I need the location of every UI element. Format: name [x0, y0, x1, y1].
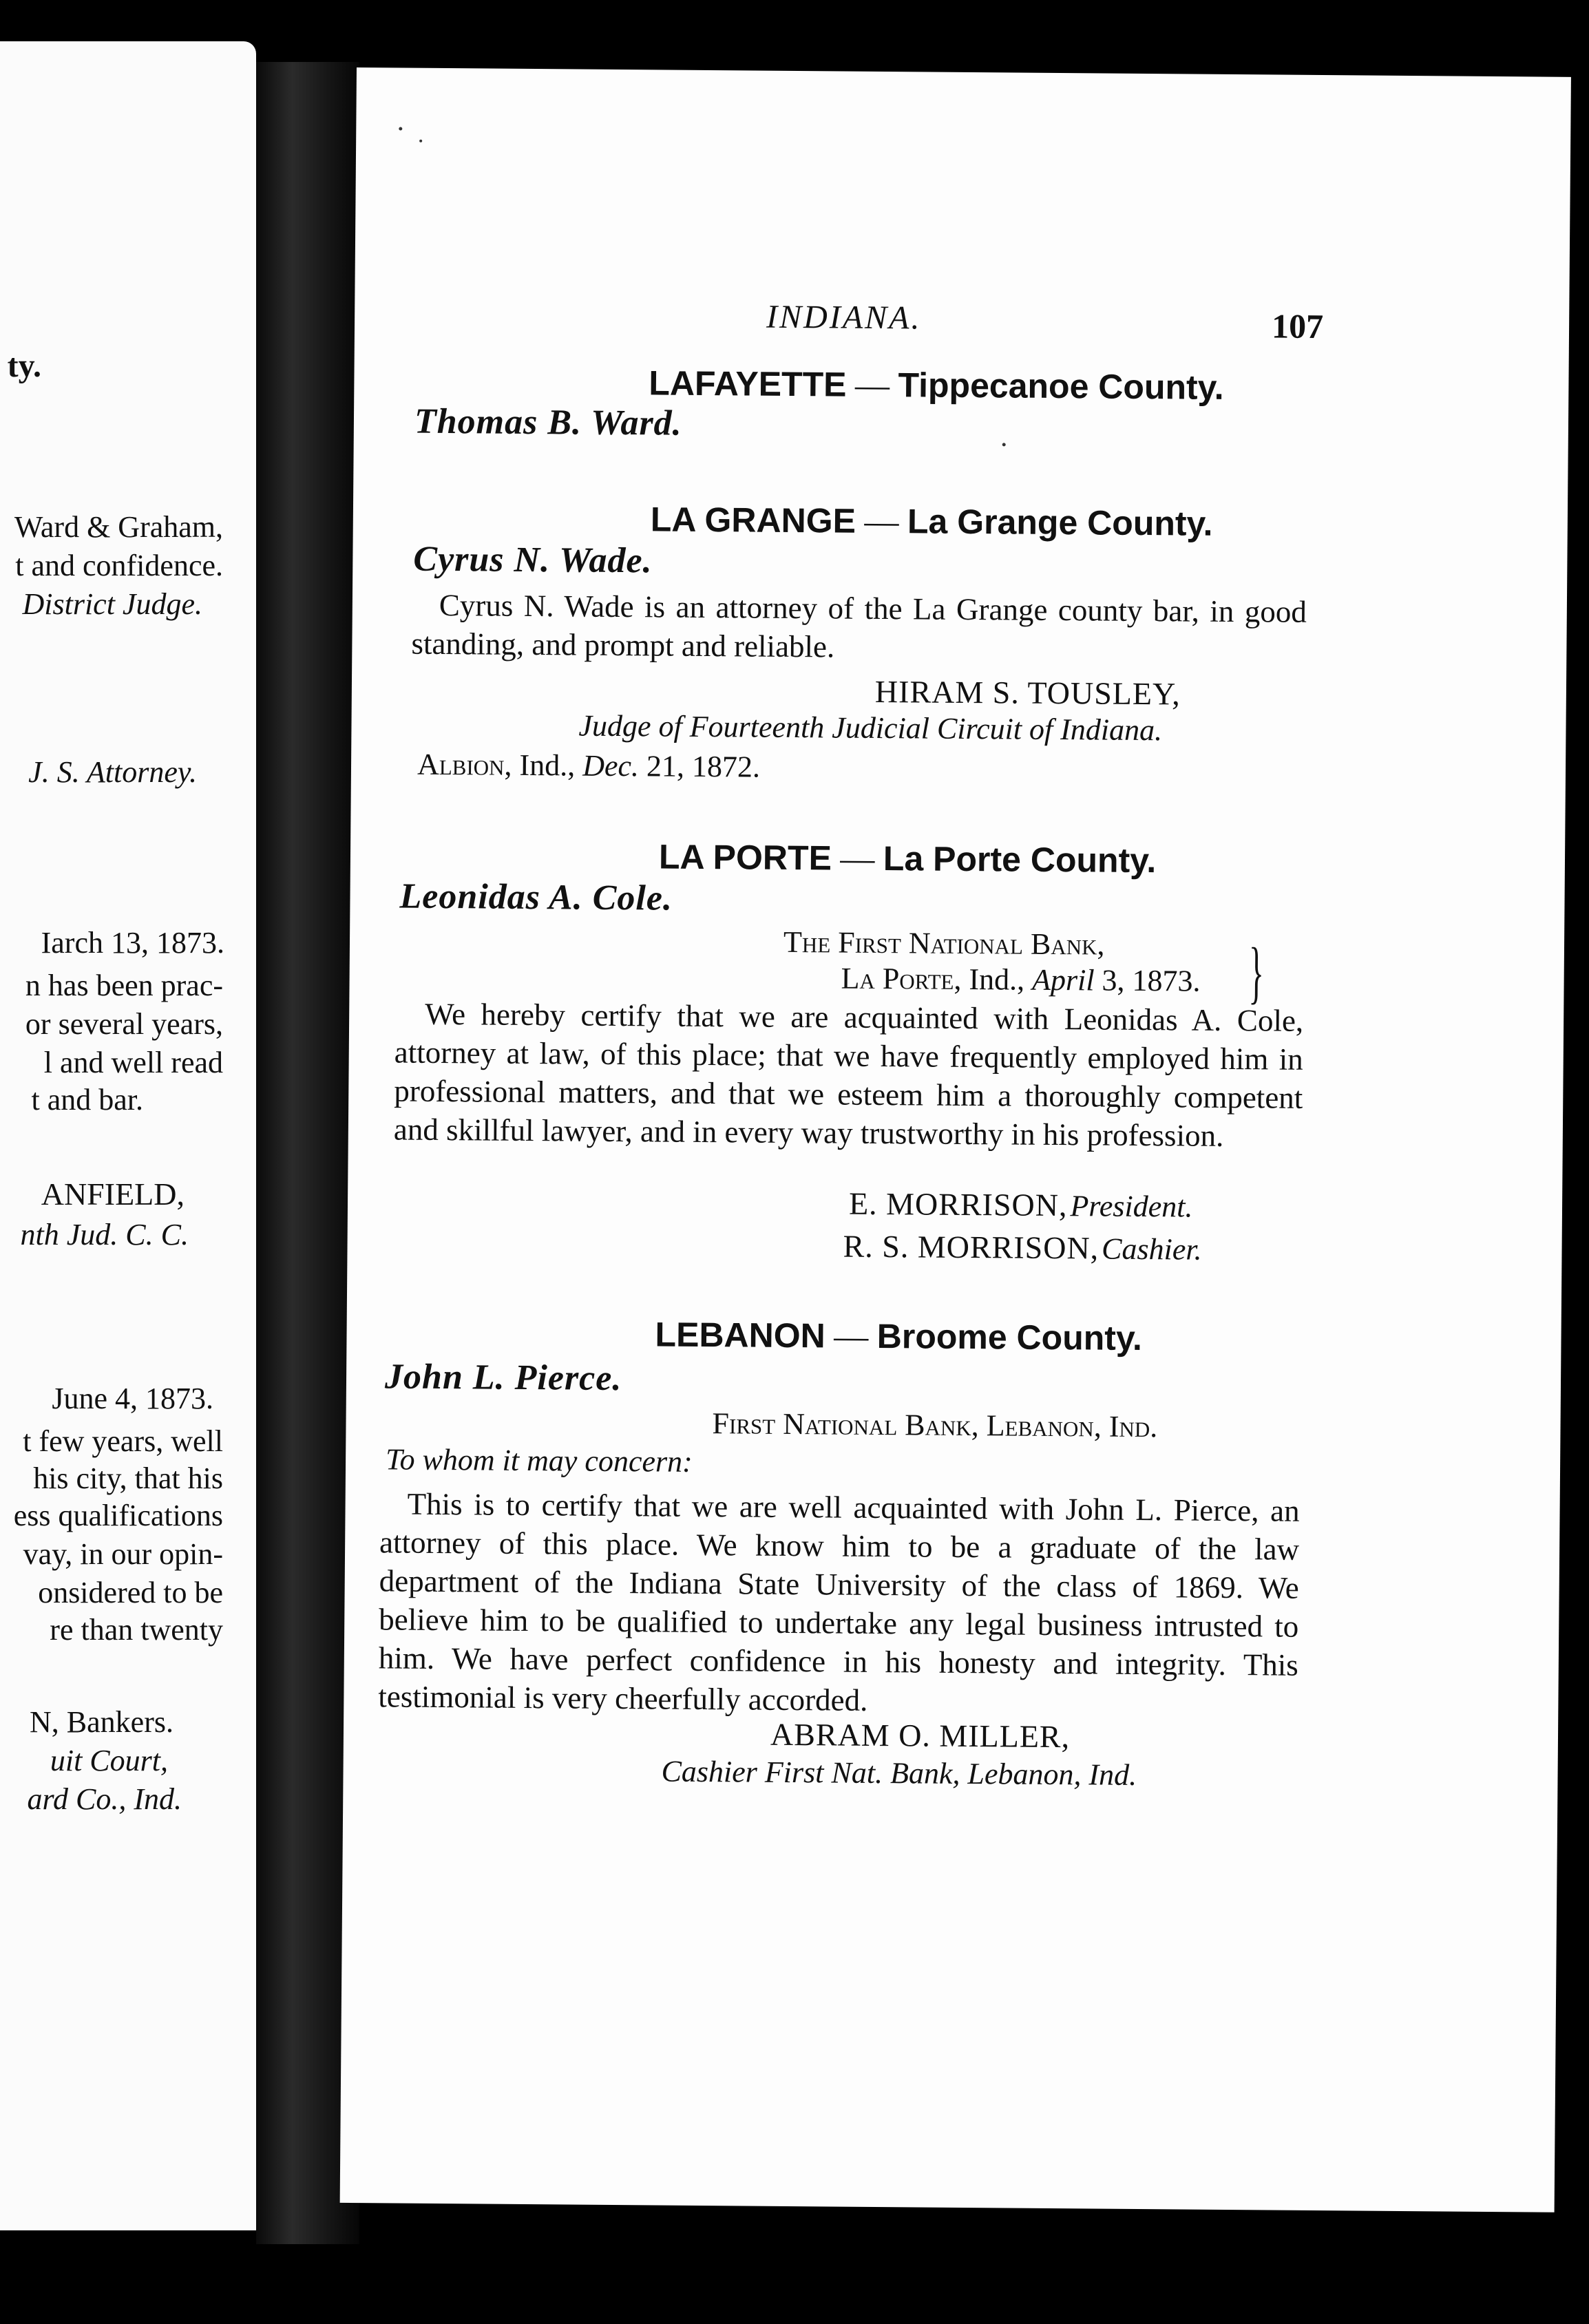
page-number: 107 [1271, 306, 1324, 346]
place-name: La Porte [841, 961, 954, 996]
left-line: District Judge. [22, 587, 202, 621]
town-heading-la-porte [659, 839, 1157, 878]
left-line: ty. [7, 348, 41, 384]
left-line: ess qualifications [13, 1499, 223, 1532]
salutation: To whom it may concern: [385, 1442, 693, 1479]
date-month: Dec. [582, 748, 640, 783]
left-line: t and confidence. [15, 549, 223, 582]
testimonial-paragraph: We hereby certify that we are acquainted with Leonidas A. Cole, attorney at law, of this place; that we have frequently employed him in professional matters, and that we esteem him a thoroughly competent and skillful lawyer, and in every way trustworthy in his profession. [393, 996, 1304, 1153]
place-suffix: , Ind., [954, 962, 1033, 997]
left-line: ANFIELD, [41, 1176, 185, 1212]
left-line: re than twenty [50, 1613, 223, 1647]
left-line: n has been prac- [25, 969, 223, 1002]
left-line: Ward & Graham, [14, 510, 223, 544]
left-line: vay, in our opin- [23, 1537, 223, 1571]
left-line: June 4, 1873. [52, 1382, 213, 1415]
place-name: Albion [417, 747, 505, 782]
heading-dash: — [831, 838, 884, 878]
county-name: La Grange County. [907, 502, 1213, 543]
left-line: Iarch 13, 1873. [41, 926, 224, 960]
signer-title: Cashier. [1101, 1232, 1202, 1267]
signer-name: HIRAM S. TOUSLEY, [874, 673, 1181, 712]
town-heading-lafayette [649, 363, 1224, 407]
running-header-title: INDIANA. [766, 298, 922, 337]
left-facing-page [0, 41, 256, 2230]
bank-heading-line: First National Bank, Lebanon, Ind. [712, 1406, 1158, 1444]
signer-name: E. MORRISON, [848, 1185, 1068, 1223]
signer-name: R. S. MORRISON, [843, 1228, 1099, 1266]
signer-title: Cashier First Nat. Bank, Lebanon, Ind. [661, 1754, 1137, 1792]
left-line: his city, that his [33, 1461, 223, 1495]
bank-place-date-line [841, 961, 1201, 998]
date-rest: 3, 1873. [1094, 963, 1201, 998]
left-line: N, Bankers. [30, 1705, 173, 1739]
left-line: t and bar. [31, 1083, 143, 1117]
county-name: Broome County. [876, 1316, 1143, 1358]
left-line: or several years, [25, 1007, 223, 1041]
signature-line [843, 1228, 1202, 1267]
left-line: ard Co., Ind. [27, 1782, 182, 1816]
signer-name: ABRAM O. MILLER, [770, 1716, 1071, 1755]
signature-line [848, 1185, 1193, 1224]
left-line: J. S. Attorney. [28, 755, 197, 789]
town-name: LA GRANGE [650, 500, 856, 540]
signer-title: President. [1070, 1189, 1193, 1224]
brace-mark: } [1248, 933, 1265, 1011]
town-heading-lebanon [655, 1315, 1143, 1358]
left-line: onsidered to be [38, 1576, 223, 1609]
county-name: La Porte County. [883, 839, 1157, 880]
left-line: l and well read [43, 1046, 223, 1079]
testimonial-paragraph: Cyrus N. Wade is an attorney of the La Grange county bar, in good standing, and prompt and reliable. [411, 587, 1307, 664]
date-rest: 21, 1872. [638, 749, 761, 784]
town-name: LEBANON [655, 1315, 825, 1355]
bank-heading-line: The First National Bank, [783, 925, 1105, 962]
left-line: nth Jud. C. C. [20, 1218, 189, 1251]
heading-dash: — [846, 365, 898, 405]
attorney-name: Cyrus N. Wade. [413, 539, 653, 581]
attorney-name: Leonidas A. Cole. [399, 876, 673, 918]
attorney-name: Thomas B. Ward. [414, 401, 682, 443]
place-date-line [417, 747, 761, 784]
place-suffix: , Ind., [504, 748, 583, 783]
heading-dash: — [855, 501, 908, 541]
signer-title: Judge of Fourteenth Judicial Circuit of Indiana. [578, 708, 1163, 748]
testimonial-paragraph: This is to certify that we are well acquainted with John L. Pierce, an attorney of this place. We know him to be a graduate of the law department of the Indiana State University of the class of 1869. We believe him to be qualified to undertake any legal business intrusted to him. We have perfect confidence in his honesty and integrity. This testimonial is very cheerfully accorded. [378, 1486, 1300, 1718]
town-name: LA PORTE [658, 837, 832, 878]
main-page [340, 67, 1571, 2212]
county-name: Tippecanoe County. [898, 366, 1224, 407]
attorney-name: John L. Pierce. [384, 1357, 622, 1399]
print-speck [1002, 443, 1006, 446]
left-line: uit Court, [50, 1744, 168, 1777]
print-speck [419, 140, 422, 142]
town-heading-la-grange [650, 500, 1213, 543]
date-month: April [1031, 962, 1095, 997]
left-line: t few years, well [23, 1424, 223, 1458]
heading-dash: — [825, 1316, 877, 1355]
town-name: LAFAYETTE [649, 363, 847, 404]
print-speck [399, 127, 402, 130]
